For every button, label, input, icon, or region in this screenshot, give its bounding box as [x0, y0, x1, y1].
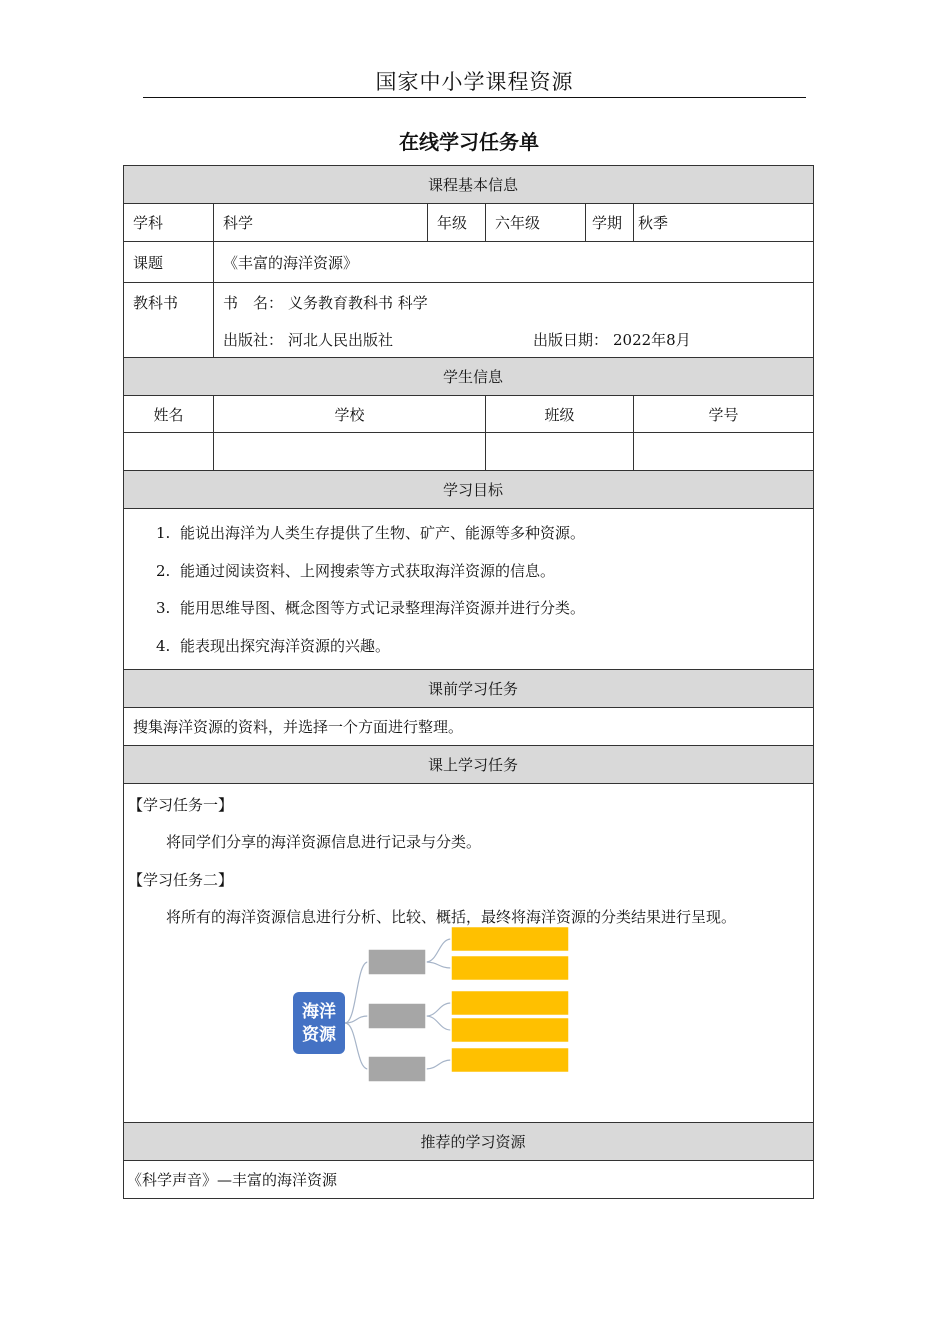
- section-resources: 推荐的学习资源: [124, 1123, 814, 1161]
- term-label-text: 学期: [592, 214, 623, 232]
- book-name-label: 书 名：: [223, 294, 284, 312]
- pub-date-value: 2022年8月: [613, 331, 691, 349]
- goals-cell: [124, 509, 814, 670]
- book-name-line: [214, 283, 813, 320]
- section-pre-class: 课前学习任务: [124, 670, 814, 708]
- term-label: [586, 204, 634, 242]
- goal-text: 能用思维导图、概念图等方式记录整理海洋资源并进行分类。: [180, 599, 586, 617]
- mindmap-leaf-node: [451, 991, 569, 1016]
- mindmap-leaf-node: [451, 1018, 569, 1043]
- mindmap-connector: [426, 1060, 451, 1069]
- topic-label: 课题: [124, 242, 214, 283]
- task-sheet-table: [123, 165, 814, 1199]
- section-in-class: 课上学习任务: [124, 746, 814, 784]
- goals-list: [124, 509, 813, 669]
- publisher-label: 出版社：: [223, 331, 284, 349]
- ocean-resources-mindmap: [124, 784, 814, 1122]
- textbook-label: 教科书: [124, 283, 214, 358]
- in-class-tasks: [124, 784, 814, 1123]
- page-header: 国家中小学课程资源: [375, 70, 574, 94]
- mindmap-leaf-node: [451, 927, 569, 952]
- goal-text: 能表现出探究海洋资源的兴趣。: [180, 636, 391, 655]
- header-divider: [143, 97, 806, 98]
- mindmap-branch-node: [368, 949, 426, 975]
- subject-value: 科学: [214, 204, 428, 242]
- document-title: 在线学习任务单: [399, 130, 539, 154]
- mindmap-connector: [345, 1016, 368, 1023]
- goal-text: 能通过阅读资料、上网搜索等方式获取海洋资源的信息。: [180, 561, 556, 580]
- goal-number: 4.: [156, 636, 171, 655]
- section-goals: 学习目标: [124, 471, 814, 509]
- goal-text: 能说出海洋为人类生存提供了生物、矿产、能源等多种资源。: [180, 524, 586, 542]
- mindmap-connector: [345, 1023, 368, 1069]
- mindmap-branch-node: [368, 1003, 426, 1029]
- pre-class-text: 搜集海洋资源的资料，并选择一个方面进行整理。: [124, 708, 814, 746]
- task2-title: 【学习任务二】: [128, 871, 234, 889]
- section-basic-info: 课程基本信息: [124, 166, 814, 204]
- mindmap-leaf-node: [451, 956, 569, 981]
- textbook-info: [214, 283, 814, 358]
- task2-text: 将所有的海洋资源信息进行分析、比较、概括，最终将海洋资源的分类结果进行呈现。: [166, 908, 737, 926]
- mindmap-leaf-node: [451, 1048, 569, 1073]
- subject-label: 学科: [124, 204, 214, 242]
- goal-item: [124, 515, 813, 553]
- mindmap-connector: [345, 962, 368, 1023]
- mindmap-branch-node: [368, 1056, 426, 1082]
- grade-label: 年级: [428, 204, 486, 242]
- student-name-field[interactable]: [124, 433, 214, 471]
- term-value: 秋季: [634, 204, 814, 242]
- task1-title: 【学习任务一】: [128, 796, 234, 814]
- goal-number: 3.: [156, 599, 171, 617]
- mindmap-center-line2: 资源: [302, 1025, 336, 1045]
- publisher-value: 河北人民出版社: [288, 331, 394, 349]
- student-class-field[interactable]: [486, 433, 634, 471]
- book-name-value: 义务教育教科书 科学: [288, 294, 428, 312]
- mindmap-center-node: [293, 992, 345, 1054]
- student-school-field[interactable]: [214, 433, 486, 471]
- mindmap-connector: [426, 939, 451, 962]
- section-student-info: 学生信息: [124, 358, 814, 396]
- student-class-header: 班级: [486, 396, 634, 433]
- mindmap-leaves: [451, 927, 569, 1073]
- student-id-field[interactable]: [634, 433, 814, 471]
- topic-value: 《丰富的海洋资源》: [214, 242, 814, 283]
- mindmap-connector: [426, 962, 451, 968]
- pub-date-label: 出版日期：: [533, 331, 609, 349]
- task1-text: 将同学们分享的海洋资源信息进行记录与分类。: [166, 833, 482, 851]
- goal-number: 1.: [156, 524, 171, 542]
- goal-item: [124, 628, 813, 666]
- recommended-resource[interactable]: 《科学声音》—丰富的海洋资源: [124, 1161, 814, 1199]
- student-id-header: 学号: [634, 396, 814, 433]
- publisher-line: [214, 320, 813, 357]
- mindmap-center-line1: 海洋: [302, 1002, 336, 1022]
- student-school-header: 学校: [214, 396, 486, 433]
- goal-number: 2.: [156, 561, 171, 580]
- goal-item: [124, 553, 813, 591]
- goal-item: [124, 590, 813, 628]
- student-name-header: 姓名: [124, 396, 214, 433]
- mindmap-branches: [368, 949, 426, 1082]
- grade-value: 六年级: [486, 204, 586, 242]
- mindmap-connector: [426, 1003, 451, 1016]
- mindmap-connector: [426, 1016, 451, 1030]
